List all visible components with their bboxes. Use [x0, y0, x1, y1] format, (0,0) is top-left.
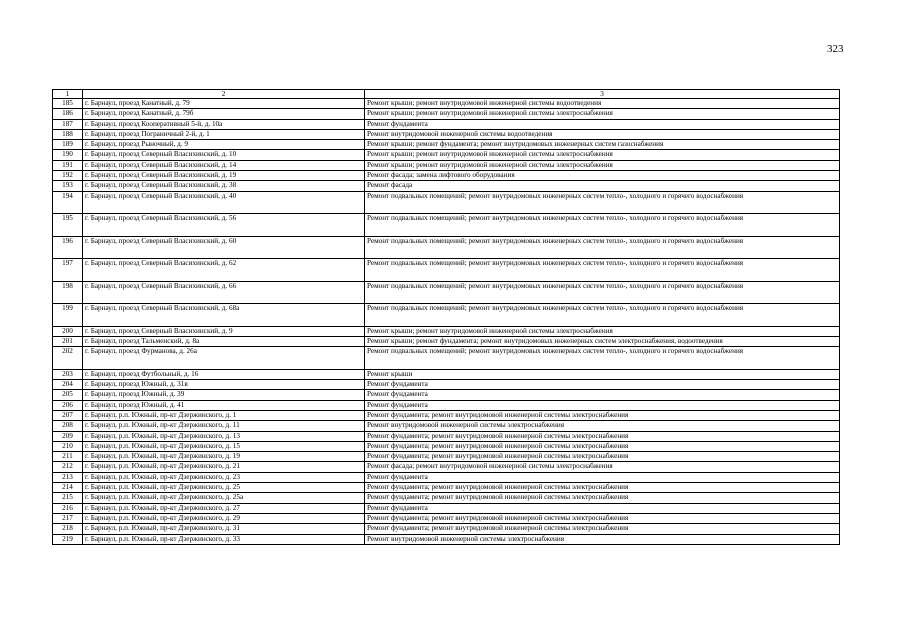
row-number-cell: 192 — [53, 171, 83, 181]
row-number-cell: 195 — [53, 214, 83, 237]
address-cell: г. Барнаул, р.п. Южный, пр-кт Дзержинского, д. 25 — [83, 483, 365, 493]
page-number: 323 — [827, 43, 844, 55]
works-cell: Ремонт фундамента; ремонт внутридомовой инженерной системы электроснабжения — [365, 431, 840, 441]
row-number-cell: 208 — [53, 421, 83, 431]
column-number-header: 1 — [53, 90, 83, 99]
address-cell: г. Барнаул, проезд Северный Власихинский, д. 9 — [83, 326, 365, 336]
table-row — [53, 326, 840, 336]
works-cell: Ремонт крыши; ремонт фундамента; ремонт внутридомовых инженерных систем газоснабжения — [365, 140, 840, 150]
works-cell: Ремонт фундамента; ремонт внутридомовой инженерной системы электроснабжения — [365, 441, 840, 451]
address-cell: г. Барнаул, проезд Северный Власихинский, д. 10 — [83, 150, 365, 160]
row-number-cell: 191 — [53, 160, 83, 170]
row-number-cell: 211 — [53, 452, 83, 462]
table-row — [53, 129, 840, 139]
row-number-cell: 201 — [53, 336, 83, 346]
table-row — [53, 483, 840, 493]
row-number-cell: 212 — [53, 462, 83, 472]
works-cell: Ремонт фасада; замена лифтового оборудования — [365, 171, 840, 181]
table-row — [53, 390, 840, 400]
works-cell: Ремонт подвальных помещений; ремонт внутридомовых инженерных систем тепло-, холодного и горячего водоснабжения — [365, 281, 840, 304]
row-number-cell: 216 — [53, 503, 83, 513]
works-cell: Ремонт крыши; ремонт внутридомовой инженерной системы электроснабжения — [365, 160, 840, 170]
works-cell: Ремонт фундамента; ремонт внутридомовой инженерной системы электроснабжения — [365, 524, 840, 534]
row-number-cell: 219 — [53, 534, 83, 544]
table-row — [53, 369, 840, 379]
table-row — [53, 441, 840, 451]
address-cell: г. Барнаул, р.п. Южный, пр-кт Дзержинского, д. 19 — [83, 452, 365, 462]
works-cell: Ремонт подвальных помещений; ремонт внутридомовых инженерных систем тепло-, холодного и горячего водоснабжения — [365, 214, 840, 237]
table-row — [53, 452, 840, 462]
works-cell: Ремонт внутридомовой инженерной системы водоотведения — [365, 129, 840, 139]
table-row — [53, 472, 840, 482]
table-row — [53, 150, 840, 160]
address-cell: г. Барнаул, проезд Южный, д. 41 — [83, 400, 365, 410]
row-number-cell: 187 — [53, 119, 83, 129]
address-cell: г. Барнаул, проезд Канатный, д. 79 — [83, 99, 365, 109]
row-number-cell: 197 — [53, 259, 83, 282]
works-cell: Ремонт подвальных помещений; ремонт внутридомовых инженерных систем тепло-, холодного и горячего водоснабжения — [365, 236, 840, 259]
row-number-cell: 198 — [53, 281, 83, 304]
address-cell: г. Барнаул, р.п. Южный, пр-кт Дзержинского, д. 23 — [83, 472, 365, 482]
works-cell: Ремонт подвальных помещений; ремонт внутридомовых инженерных систем тепло-, холодного и горячего водоснабжения — [365, 259, 840, 282]
table-row — [53, 400, 840, 410]
address-cell: г. Барнаул, проезд Пограничный 2-й, д. 1 — [83, 129, 365, 139]
table-row — [53, 493, 840, 503]
address-cell: г. Барнаул, р.п. Южный, пр-кт Дзержинского, д. 15 — [83, 441, 365, 451]
works-cell: Ремонт крыши; ремонт внутридомовой инженерной системы электроснабжения — [365, 326, 840, 336]
works-cell: Ремонт фасада; ремонт внутридомовой инженерной системы электроснабжения — [365, 462, 840, 472]
address-cell: г. Барнаул, проезд Северный Власихинский, д. 68а — [83, 304, 365, 327]
table-row — [53, 281, 840, 304]
table-row — [53, 524, 840, 534]
works-cell: Ремонт фундамента; ремонт внутридомовой инженерной системы электроснабжения — [365, 493, 840, 503]
table-row — [53, 410, 840, 420]
repair-registry-table — [52, 89, 840, 545]
works-cell: Ремонт фасада — [365, 181, 840, 191]
row-number-cell: 214 — [53, 483, 83, 493]
table-row — [53, 119, 840, 129]
works-cell: Ремонт подвальных помещений; ремонт внутридомовых инженерных систем тепло-, холодного и горячего водоснабжения — [365, 304, 840, 327]
row-number-cell: 217 — [53, 513, 83, 523]
table-row — [53, 421, 840, 431]
table-row — [53, 99, 840, 109]
table-row — [53, 109, 840, 119]
works-cell: Ремонт фундамента — [365, 390, 840, 400]
works-cell: Ремонт крыши; ремонт внутридомовой инженерной системы электроснабжения — [365, 150, 840, 160]
table-row — [53, 214, 840, 237]
address-cell: г. Барнаул, проезд Северный Власихинский, д. 62 — [83, 259, 365, 282]
address-cell: г. Барнаул, проезд Фурманова, д. 26а — [83, 347, 365, 370]
works-cell: Ремонт фундамента; ремонт внутридомовой инженерной системы электроснабжения — [365, 483, 840, 493]
works-cell: Ремонт крыши; ремонт внутридомовой инженерной системы электроснабжения — [365, 109, 840, 119]
table-row — [53, 534, 840, 544]
address-cell: г. Барнаул, проезд Канатный, д. 79б — [83, 109, 365, 119]
row-number-cell: 215 — [53, 493, 83, 503]
row-number-cell: 190 — [53, 150, 83, 160]
table-row — [53, 503, 840, 513]
address-cell: г. Барнаул, проезд Тальменский, д. 8а — [83, 336, 365, 346]
address-cell: г. Барнаул, проезд Северный Власихинский, д. 60 — [83, 236, 365, 259]
address-cell: г. Барнаул, р.п. Южный, пр-кт Дзержинского, д. 31 — [83, 524, 365, 534]
row-number-cell: 213 — [53, 472, 83, 482]
address-cell: г. Барнаул, проезд Кооперативный 5-й, д. 10а — [83, 119, 365, 129]
column-works-header: 3 — [365, 90, 840, 99]
works-cell: Ремонт фундамента — [365, 380, 840, 390]
table-row — [53, 181, 840, 191]
row-number-cell: 203 — [53, 369, 83, 379]
row-number-cell: 206 — [53, 400, 83, 410]
works-cell: Ремонт фундамента — [365, 472, 840, 482]
table-row — [53, 513, 840, 523]
row-number-cell: 205 — [53, 390, 83, 400]
row-number-cell: 193 — [53, 181, 83, 191]
row-number-cell: 207 — [53, 410, 83, 420]
table-row — [53, 431, 840, 441]
address-cell: г. Барнаул, проезд Северный Власихинский, д. 38 — [83, 181, 365, 191]
row-number-cell: 202 — [53, 347, 83, 370]
address-cell: г. Барнаул, проезд Футбольный, д. 16 — [83, 369, 365, 379]
table-row — [53, 236, 840, 259]
table-row — [53, 347, 840, 370]
address-cell: г. Барнаул, проезд Северный Власихинский, д. 56 — [83, 214, 365, 237]
row-number-cell: 199 — [53, 304, 83, 327]
works-cell: Ремонт фундамента — [365, 400, 840, 410]
table-row — [53, 304, 840, 327]
works-cell: Ремонт фундамента; ремонт внутридомовой инженерной системы электроснабжения — [365, 410, 840, 420]
address-cell: г. Барнаул, р.п. Южный, пр-кт Дзержинского, д. 21 — [83, 462, 365, 472]
row-number-cell: 210 — [53, 441, 83, 451]
header-row — [53, 90, 840, 99]
address-cell: г. Барнаул, проезд Южный, д. 39 — [83, 390, 365, 400]
address-cell: г. Барнаул, проезд Северный Власихинский, д. 14 — [83, 160, 365, 170]
works-cell: Ремонт крыши; ремонт внутридомовой инженерной системы водоотведения — [365, 99, 840, 109]
works-cell: Ремонт внутридомовой инженерной системы электроснабжения — [365, 421, 840, 431]
row-number-cell: 189 — [53, 140, 83, 150]
address-cell: г. Барнаул, р.п. Южный, пр-кт Дзержинского, д. 27 — [83, 503, 365, 513]
table-row — [53, 191, 840, 214]
row-number-cell: 196 — [53, 236, 83, 259]
address-cell: г. Барнаул, р.п. Южный, пр-кт Дзержинского, д. 33 — [83, 534, 365, 544]
works-cell: Ремонт крыши — [365, 369, 840, 379]
table-row — [53, 380, 840, 390]
table-body — [53, 90, 840, 545]
works-cell: Ремонт подвальных помещений; ремонт внутридомовых инженерных систем тепло-, холодного и горячего водоснабжения — [365, 347, 840, 370]
row-number-cell: 186 — [53, 109, 83, 119]
address-cell: г. Барнаул, р.п. Южный, пр-кт Дзержинского, д. 11 — [83, 421, 365, 431]
row-number-cell: 194 — [53, 191, 83, 214]
row-number-cell: 188 — [53, 129, 83, 139]
works-cell: Ремонт фундамента; ремонт внутридомовой инженерной системы электроснабжения — [365, 452, 840, 462]
works-cell: Ремонт фундамента — [365, 503, 840, 513]
address-cell: г. Барнаул, р.п. Южный, пр-кт Дзержинского, д. 1 — [83, 410, 365, 420]
row-number-cell: 185 — [53, 99, 83, 109]
row-number-cell: 218 — [53, 524, 83, 534]
row-number-cell: 209 — [53, 431, 83, 441]
works-cell: Ремонт фундамента — [365, 119, 840, 129]
address-cell: г. Барнаул, р.п. Южный, пр-кт Дзержинского, д. 29 — [83, 513, 365, 523]
works-cell: Ремонт подвальных помещений; ремонт внутридомовых инженерных систем тепло-, холодного и горячего водоснабжения — [365, 191, 840, 214]
address-cell: г. Барнаул, проезд Южный, д. 31в — [83, 380, 365, 390]
address-cell: г. Барнаул, проезд Рыночный, д. 9 — [83, 140, 365, 150]
address-cell: г. Барнаул, р.п. Южный, пр-кт Дзержинского, д. 25а — [83, 493, 365, 503]
table-row — [53, 140, 840, 150]
table-row — [53, 160, 840, 170]
works-cell: Ремонт внутридомовой инженерной системы электроснабжения — [365, 534, 840, 544]
address-cell: г. Барнаул, проезд Северный Власихинский, д. 66 — [83, 281, 365, 304]
works-cell: Ремонт фундамента; ремонт внутридомовой инженерной системы электроснабжения — [365, 513, 840, 523]
table-row — [53, 336, 840, 346]
address-cell: г. Барнаул, проезд Северный Власихинский, д. 19 — [83, 171, 365, 181]
column-address-header: 2 — [83, 90, 365, 99]
row-number-cell: 200 — [53, 326, 83, 336]
works-cell: Ремонт крыши; ремонт фундамента; ремонт внутридомовых инженерных систем электроснабжения, водоотведения — [365, 336, 840, 346]
table-row — [53, 259, 840, 282]
address-cell: г. Барнаул, проезд Северный Власихинский, д. 40 — [83, 191, 365, 214]
address-cell: г. Барнаул, р.п. Южный, пр-кт Дзержинского, д. 13 — [83, 431, 365, 441]
table-row — [53, 462, 840, 472]
row-number-cell: 204 — [53, 380, 83, 390]
table-row — [53, 171, 840, 181]
